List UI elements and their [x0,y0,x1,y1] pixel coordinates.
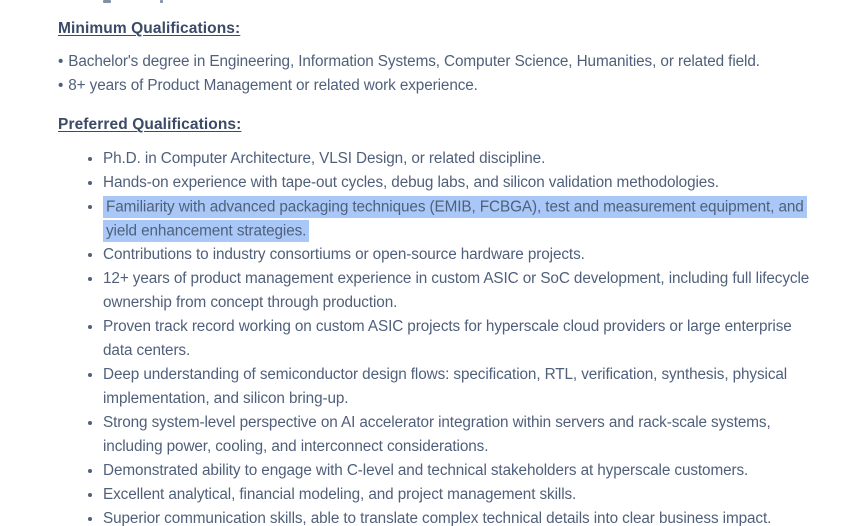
preferred-item-text: Deep understanding of semiconductor design flows: specification, RTL, verification, synthesis, physical implementation, and silicon bring-up. [103,366,788,407]
list-item [103,363,821,411]
minimum-item [58,50,803,74]
preferred-qualifications-list [58,147,821,526]
list-item [103,315,821,363]
bullet-icon: • [58,53,64,70]
bullet-icon: • [58,77,64,94]
cropped-line-remnant [160,0,163,3]
preferred-qualifications-heading: Preferred Qualifications: [58,116,242,133]
list-item [103,147,821,171]
minimum-qualifications-heading: Minimum Qualifications: [58,20,241,37]
preferred-item-text: Ph.D. in Computer Architecture, VLSI Design, or related discipline. [103,150,546,167]
list-item [103,243,821,267]
minimum-item-text: Bachelor's degree in Engineering, Information Systems, Computer Science, Humanities, or related field. [68,53,760,70]
list-item [103,267,821,315]
preferred-item-text: Demonstrated ability to engage with C-level and technical stakeholders at hyperscale customers. [103,462,749,479]
list-item [103,171,821,195]
preferred-item-text: Strong system-level perspective on AI accelerator integration within servers and rack-scale systems, including power, cooling, and interconnect considerations. [103,414,771,455]
list-item [103,459,821,483]
list-item [103,483,821,507]
minimum-qualifications-list [58,50,803,98]
preferred-item-text selected-text: Familiarity with advanced packaging techniques (EMIB, FCBGA), test and measurement equipment, and yield enhancement strategies. [103,196,807,242]
preferred-item-text: Contributions to industry consortiums or open-source hardware projects. [103,246,585,263]
preferred-item-text: Excellent analytical, financial modeling, and project management skills. [103,486,577,503]
list-item [103,507,821,526]
cropped-line-remnant [103,0,111,3]
preferred-item-text: 12+ years of product management experience in custom ASIC or SoC development, including full lifecycle ownership from concept through production. [103,270,810,311]
minimum-item [58,74,803,98]
minimum-item-text: 8+ years of Product Management or related work experience. [68,77,478,94]
list-item [103,195,821,243]
preferred-item-text: Proven track record working on custom ASIC projects for hyperscale cloud providers or large enterprise data centers. [103,318,792,359]
preferred-item-text: Hands-on experience with tape-out cycles, debug labs, and silicon validation methodologies. [103,174,719,191]
preferred-item-text: Superior communication skills, able to translate complex technical details into clear business impact. [103,510,772,526]
list-item [103,411,821,459]
